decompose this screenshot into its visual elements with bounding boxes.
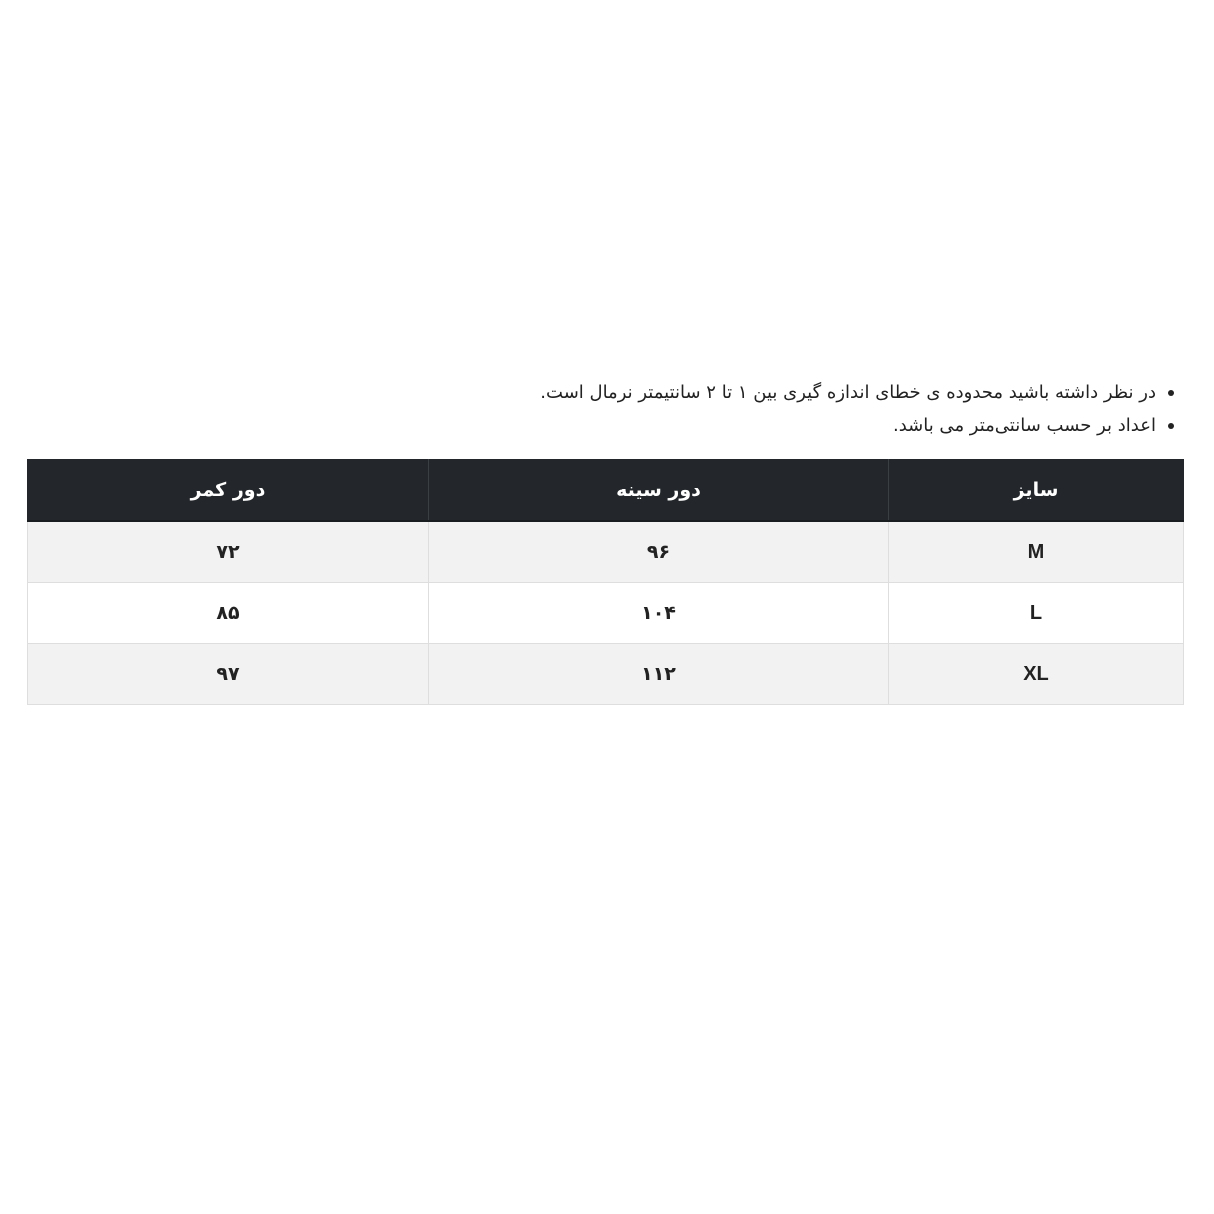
- header-size: سایز: [889, 459, 1184, 521]
- note-units: اعداد بر حسب سانتی‌متر می باشد.: [28, 409, 1156, 442]
- header-chest: دور سینه: [429, 459, 889, 521]
- table-row: [28, 583, 1184, 644]
- table-row: [28, 644, 1184, 705]
- header-waist: دور کمر: [28, 459, 429, 521]
- cell-waist: ۸۵: [28, 583, 429, 644]
- cell-size: M: [889, 521, 1184, 583]
- cell-chest: ۱۱۲: [429, 644, 889, 705]
- cell-chest: ۱۰۴: [429, 583, 889, 644]
- cell-waist: ۷۲: [28, 521, 429, 583]
- cell-size: L: [889, 583, 1184, 644]
- table-row: [28, 521, 1184, 583]
- cell-chest: ۹۶: [429, 521, 889, 583]
- note-measurement-error: در نظر داشته باشید محدوده ی خطای اندازه گیری بین ۱ تا ۲ سانتیمتر نرمال است.: [28, 376, 1156, 409]
- notes-list: [28, 376, 1184, 442]
- cell-size: XL: [889, 644, 1184, 705]
- size-table: [27, 459, 1184, 705]
- size-guide: [28, 376, 1184, 705]
- cell-waist: ۹۷: [28, 644, 429, 705]
- table-header: [28, 459, 1184, 521]
- header-row: [28, 459, 1184, 521]
- table-body: [28, 521, 1184, 705]
